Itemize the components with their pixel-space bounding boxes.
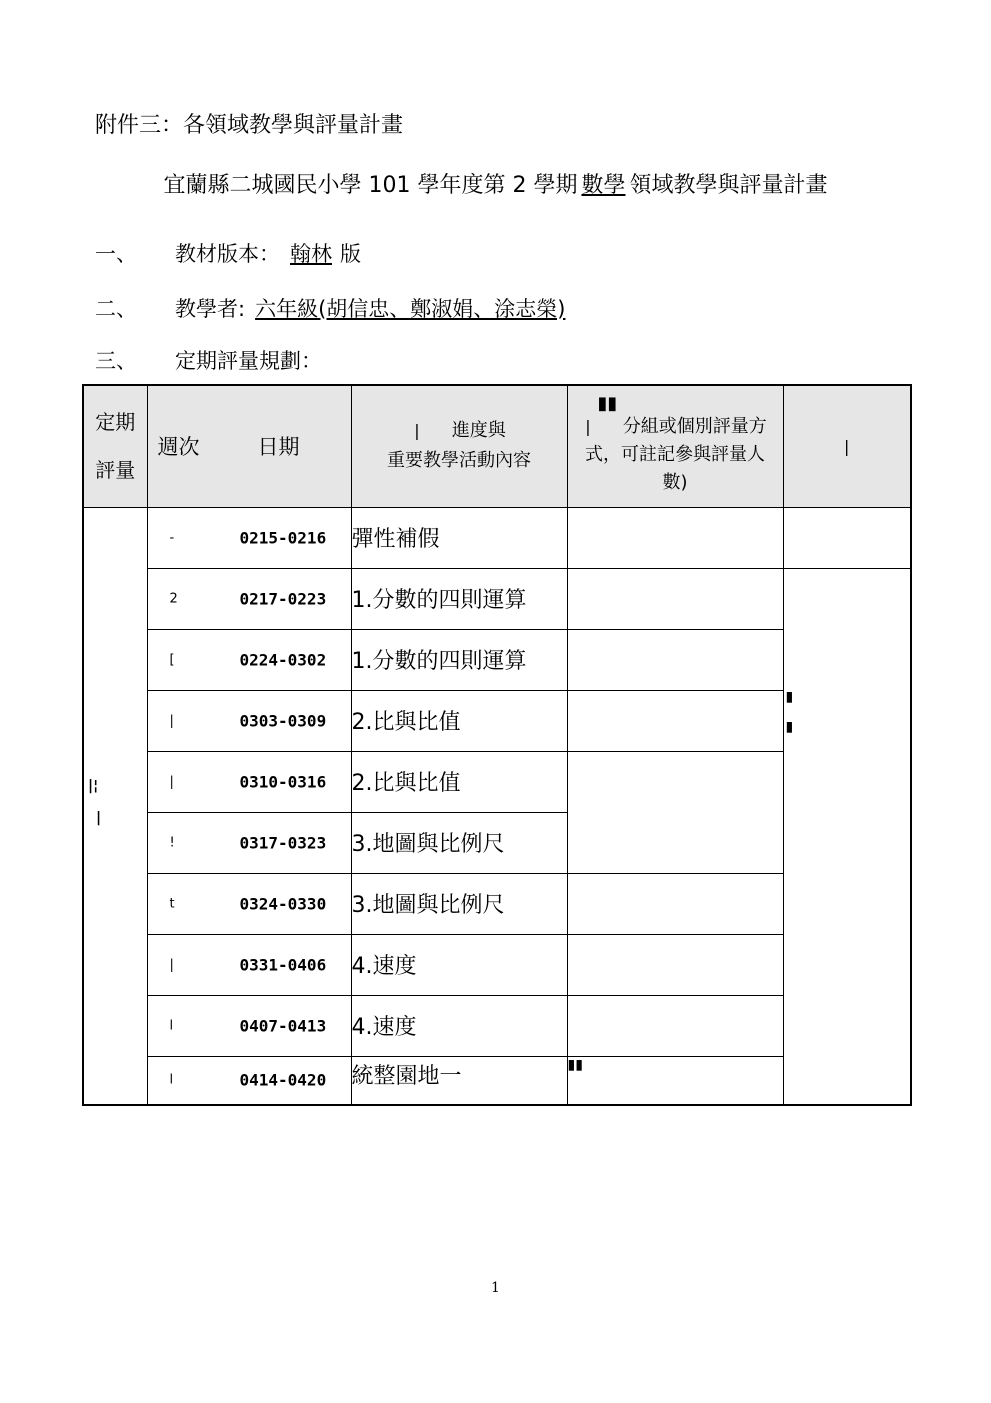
header-group-line1: 分組或個別評量方	[622, 416, 767, 438]
week-number: |	[169, 957, 174, 972]
mark-glyph: ▮▮	[567, 1056, 583, 1073]
week-number: !	[169, 835, 175, 850]
date-range: 0215-0216	[239, 528, 327, 547]
group-cell	[567, 629, 783, 690]
date-range: 0331-0406	[239, 955, 327, 974]
progress-cell: 彈性補假	[351, 507, 567, 568]
item-assessment-plan	[95, 345, 322, 375]
week-date-cell	[147, 690, 351, 751]
header-group-line3: 數)	[662, 472, 688, 494]
date-range: 0224-0302	[239, 650, 327, 669]
week-date-cell	[147, 873, 351, 934]
header-progress	[351, 385, 567, 507]
progress-cell: 3.地圖與比例尺	[351, 812, 567, 873]
item-textbook	[95, 238, 361, 268]
group-cell	[567, 751, 783, 873]
mark-glyph: ▮	[785, 718, 794, 735]
progress-cell: 4.速度	[351, 995, 567, 1056]
week-number: [	[169, 652, 175, 667]
date-range: 0414-0420	[239, 1070, 327, 1090]
week-date-cell	[147, 629, 351, 690]
date-range: 0303-0309	[239, 711, 327, 730]
week-date-cell	[147, 751, 351, 812]
title-suffix: 領域教學與評量計畫	[629, 173, 828, 198]
week-date-cell	[147, 507, 351, 568]
group-cell	[567, 1056, 783, 1105]
week-date-cell	[147, 1056, 351, 1105]
item-number: 一、	[95, 242, 137, 266]
date-range: 0317-0323	[239, 833, 327, 852]
week-number: l	[169, 1018, 174, 1033]
mark-glyph: |	[412, 421, 422, 441]
table-row	[83, 507, 911, 568]
progress-cell: 4.速度	[351, 934, 567, 995]
date-range: 0324-0330	[239, 894, 327, 913]
progress-cell: 1.分數的四則運算	[351, 568, 567, 629]
header-row	[83, 385, 911, 507]
mark-glyph: |	[583, 417, 593, 437]
document-title	[0, 168, 991, 199]
title-subject: 數學	[581, 173, 626, 198]
week-number: l	[169, 1072, 174, 1088]
progress-cell: 2.比與比值	[351, 751, 567, 812]
week-number: |	[169, 774, 174, 789]
progress-cell: 3.地圖與比例尺	[351, 873, 567, 934]
notes-cell	[783, 507, 911, 568]
header-period-line2: 評量	[95, 458, 136, 483]
notes-merged-cell	[783, 568, 911, 1105]
date-range: 0407-0413	[239, 1016, 327, 1035]
header-week-date	[147, 385, 351, 507]
page-number: 1	[491, 1280, 500, 1296]
header-progress-line2: 重要教學活動內容	[387, 450, 531, 472]
period-cell	[83, 507, 147, 1105]
week-date-cell	[147, 812, 351, 873]
week-date-cell	[147, 934, 351, 995]
group-cell	[567, 690, 783, 751]
group-cell	[567, 995, 783, 1056]
mark-glyph: ▮▮	[597, 393, 618, 415]
group-cell	[567, 507, 783, 568]
progress-cell: 1.分數的四則運算	[351, 629, 567, 690]
week-number: 2	[169, 591, 178, 606]
week-number: -	[169, 530, 175, 545]
item-label: 定期評量規劃：	[175, 349, 322, 373]
mark-glyph: |¦	[88, 777, 99, 794]
header-week: 週次	[157, 435, 200, 460]
item-teacher	[95, 293, 565, 323]
item-value: 六年級(胡信忠、鄭淑娟、涂志榮)	[255, 297, 566, 321]
item-label: 教學者:	[175, 297, 246, 321]
schedule-table	[82, 384, 912, 1106]
header-period-line1: 定期	[95, 410, 136, 435]
mark-glyph: ▮	[785, 688, 794, 705]
group-cell	[567, 568, 783, 629]
date-range: 0217-0223	[239, 589, 327, 608]
header-group-assessment	[567, 385, 783, 507]
header-group-line2: 式，可註記參與評量人	[585, 444, 765, 466]
item-value: 翰林	[290, 242, 332, 266]
mark-glyph: |	[96, 809, 102, 826]
week-number: |	[169, 713, 174, 728]
header-progress-line1: 進度與	[451, 420, 506, 442]
group-cell	[567, 873, 783, 934]
item-number: 二、	[95, 297, 137, 321]
progress-cell: 2.比與比值	[351, 690, 567, 751]
table-row	[83, 568, 911, 629]
attachment-label: 附件三：各領域教學與評量計畫	[95, 113, 404, 138]
week-date-cell	[147, 995, 351, 1056]
week-number: t	[169, 896, 175, 911]
item-label: 教材版本：	[175, 242, 280, 266]
header-period	[83, 385, 147, 507]
header-date: 日期	[257, 435, 300, 460]
item-number: 三、	[95, 349, 137, 373]
item-tail: 版	[340, 242, 361, 266]
header-notes: |	[783, 385, 911, 507]
group-cell	[567, 934, 783, 995]
title-prefix: 宜蘭縣二城國民小學 101 學年度第 2 學期	[163, 173, 578, 198]
week-date-cell	[147, 568, 351, 629]
progress-cell: 統整園地一	[351, 1056, 567, 1105]
date-range: 0310-0316	[239, 772, 327, 791]
